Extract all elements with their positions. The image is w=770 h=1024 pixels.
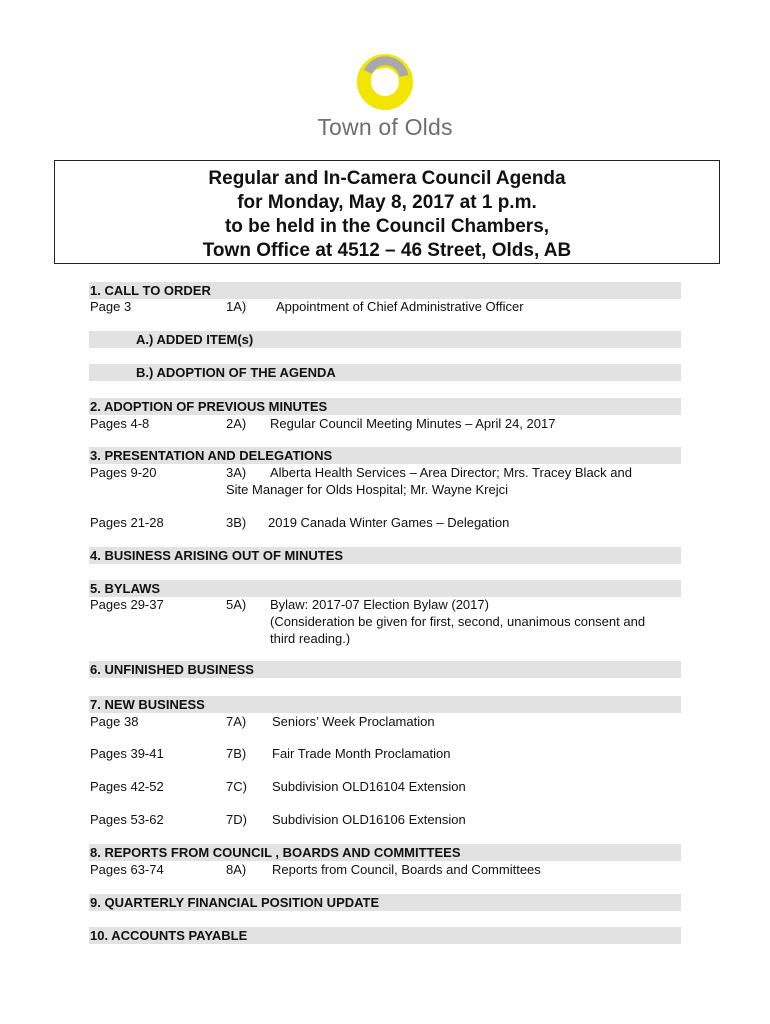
section-4-heading: 4. BUSINESS ARISING OUT OF MINUTES bbox=[90, 548, 344, 563]
section-7b-pages: Pages 39-41 bbox=[90, 746, 164, 761]
item-1a-number: 1A) bbox=[226, 299, 247, 314]
item-2a-text: Regular Council Meeting Minutes – April 24, 2017 bbox=[270, 416, 556, 431]
item-7d-number: 7D) bbox=[226, 812, 247, 827]
item-3a-number: 3A) bbox=[226, 465, 247, 480]
item-7b-number: 7B) bbox=[226, 746, 247, 761]
item-5a-line-3: third reading.) bbox=[270, 631, 351, 646]
section-5-bar bbox=[89, 580, 681, 597]
agenda-title-box bbox=[54, 160, 720, 264]
section-1-heading: 1. CALL TO ORDER bbox=[90, 283, 211, 298]
adoption-agenda-heading: B.) ADOPTION OF THE AGENDA bbox=[136, 365, 336, 380]
item-1a-text: Appointment of Chief Administrative Officer bbox=[276, 299, 524, 314]
item-5a-line-1: Bylaw: 2017-07 Election Bylaw (2017) bbox=[270, 597, 489, 612]
item-7a-number: 7A) bbox=[226, 714, 247, 729]
item-2a-number: 2A) bbox=[226, 416, 247, 431]
section-3-heading: 3. PRESENTATION AND DELEGATIONS bbox=[90, 448, 333, 463]
section-7c-pages: Pages 42-52 bbox=[90, 779, 164, 794]
item-7b-text: Fair Trade Month Proclamation bbox=[272, 746, 451, 761]
section-3b-pages: Pages 21-28 bbox=[90, 515, 164, 530]
agenda-title-line-3: to be held in the Council Chambers, bbox=[224, 216, 550, 237]
section-8-pages: Pages 63-74 bbox=[90, 862, 164, 877]
item-3b-text: 2019 Canada Winter Games – Delegation bbox=[268, 515, 510, 530]
section-2-pages: Pages 4-8 bbox=[90, 416, 150, 431]
section-8-heading: 8. REPORTS FROM COUNCIL , BOARDS AND COMMITTEES bbox=[90, 845, 461, 860]
item-5a-number: 5A) bbox=[226, 597, 247, 612]
section-5-pages: Pages 29-37 bbox=[90, 597, 164, 612]
item-7a-text: Seniors’ Week Proclamation bbox=[272, 714, 435, 729]
item-7d-text: Subdivision OLD16106 Extension bbox=[272, 812, 466, 827]
item-8a-number: 8A) bbox=[226, 862, 247, 877]
town-logo bbox=[0, 52, 770, 141]
town-logo-mark-icon bbox=[355, 52, 415, 112]
section-1-pages: Page 3 bbox=[90, 299, 132, 314]
agenda-title-line-1: Regular and In-Camera Council Agenda bbox=[208, 168, 566, 189]
section-3a-pages: Pages 9-20 bbox=[90, 465, 157, 480]
agenda-title-line-2: for Monday, May 8, 2017 at 1 p.m. bbox=[237, 192, 537, 213]
item-3a-text: Alberta Health Services – Area Director; Mrs. Tracey Black and bbox=[270, 465, 632, 480]
section-6-heading: 6. UNFINISHED BUSINESS bbox=[90, 662, 254, 677]
added-items-heading: A.) ADDED ITEM(s) bbox=[136, 332, 254, 347]
section-5-heading: 5. BYLAWS bbox=[90, 581, 161, 596]
item-3b-number: 3B) bbox=[226, 515, 247, 530]
town-name: Town of Olds bbox=[317, 114, 453, 140]
item-5a-line-2: (Consideration be given for first, second, unanimous consent and bbox=[270, 614, 646, 629]
item-8a-text: Reports from Council, Boards and Committees bbox=[272, 862, 541, 877]
section-10-heading: 10. ACCOUNTS PAYABLE bbox=[90, 928, 248, 943]
item-7c-number: 7C) bbox=[226, 779, 247, 794]
section-7a-pages: Page 38 bbox=[90, 714, 139, 729]
section-2-heading: 2. ADOPTION OF PREVIOUS MINUTES bbox=[90, 399, 328, 414]
section-7d-pages: Pages 53-62 bbox=[90, 812, 164, 827]
item-3a-text-continued: Site Manager for Olds Hospital; Mr. Wayne Krejci bbox=[226, 482, 509, 497]
agenda-title-line-4: Town Office at 4512 – 46 Street, Olds, AB bbox=[202, 240, 572, 261]
section-7-heading: 7. NEW BUSINESS bbox=[90, 697, 205, 712]
item-7c-text: Subdivision OLD16104 Extension bbox=[272, 779, 466, 794]
section-9-heading: 9. QUARTERLY FINANCIAL POSITION UPDATE bbox=[90, 895, 380, 910]
